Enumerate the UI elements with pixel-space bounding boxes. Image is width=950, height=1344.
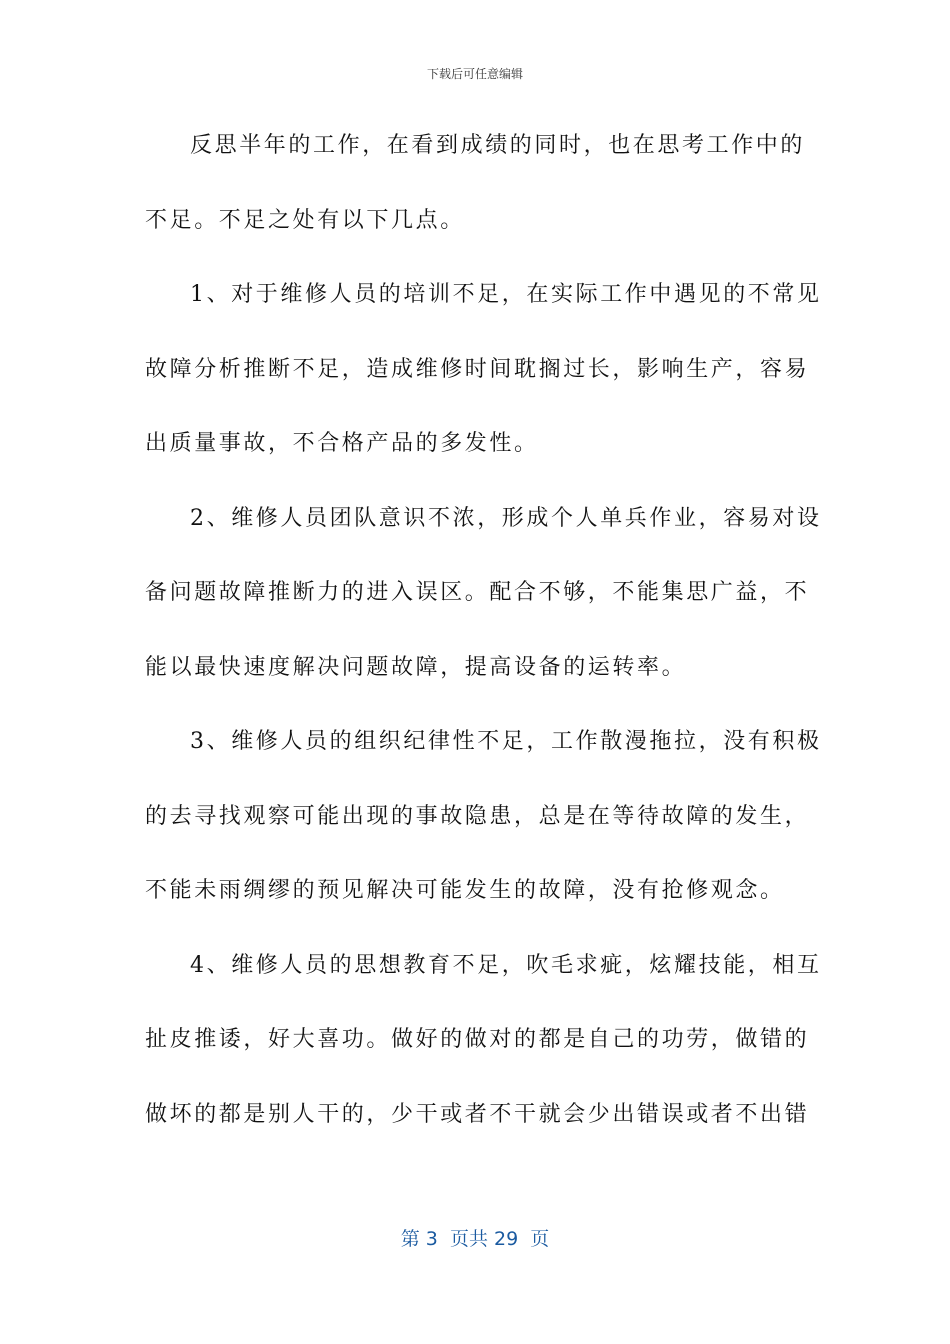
text-line: 故障分析推断不足，造成维修时间耽搁过长，影响生产，容易: [145, 356, 810, 382]
text-line: 3、维修人员的组织纪律性不足，工作散漫拖拉，没有积极: [190, 729, 822, 754]
page-number-footer: 第 3 页共 29 页: [400, 1228, 550, 1250]
text-line: 的去寻找观察可能出现的事故隐患，总是在等待故障的发生，: [145, 803, 810, 829]
document-body: [145, 124, 822, 1167]
text-line: 做坏的都是别人干的，少干或者不干就会少出错误或者不出错: [145, 1101, 810, 1127]
text-line: 2、维修人员团队意识不浓，形成个人单兵作业，容易对设: [190, 505, 822, 531]
text-line: 扯皮推诿，好大喜功。做好的做对的都是自己的功劳，做错的: [145, 1027, 810, 1052]
text-line: 不足。不足之处有以下几点。: [145, 207, 465, 233]
text-line: 1、对于维修人员的培训不足，在实际工作中遇见的不常见: [190, 282, 822, 307]
text-line: 4、维修人员的思想教育不足，吹毛求疵，炫耀技能，相互: [190, 952, 822, 978]
page-header: 下载后可任意编辑: [426, 67, 523, 81]
text-line: 备问题故障推断力的进入误区。配合不够，不能集思广益，不: [145, 580, 810, 605]
text-line: 出质量事故，不合格产品的多发性。: [145, 431, 539, 456]
text-line: 能以最快速度解决问题故障，提高设备的运转率。: [145, 654, 687, 680]
text-line: 不能未雨绸缪的预见解决可能发生的故障，没有抢修观念。: [145, 878, 785, 903]
text-line: 反思半年的工作，在看到成绩的同时，也在思考工作中的: [190, 133, 806, 158]
